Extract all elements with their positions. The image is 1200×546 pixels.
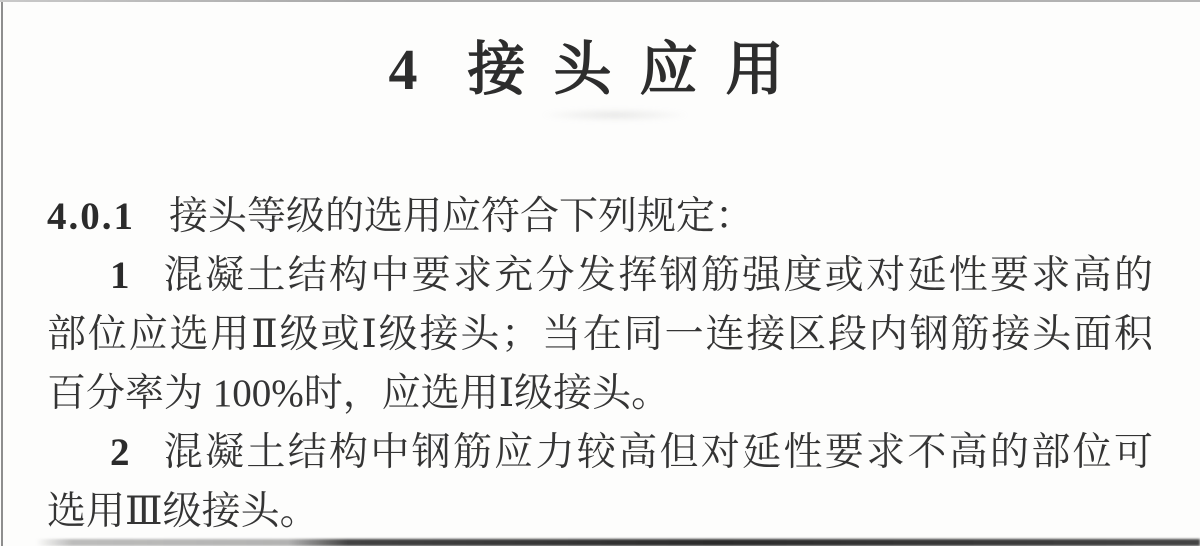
chapter-number: 4: [388, 37, 418, 102]
chapter-name: 接头应用: [467, 37, 812, 102]
item-1-text-end: 百分率为 100%时，应选用Ⅰ级接头。: [47, 372, 671, 415]
item-1-line-1: [47, 246, 1153, 305]
scan-top-edge-line: [0, 0, 1200, 2]
clause-4-0-1-line: [47, 187, 1153, 246]
item-2-text: 混凝土结构中钢筋应力较高但对延性要求不高的部位可: [161, 431, 1153, 474]
item-1-text-cont: 部位应选用Ⅱ级或Ⅰ级接头；当在同一连接区段内钢筋接头面积: [47, 313, 1153, 356]
item-2-line-1: [47, 423, 1153, 482]
document-body: [47, 187, 1153, 541]
item-2-text-end: 选用Ⅲ级接头。: [47, 490, 319, 533]
clause-number: 4.0.1: [47, 195, 135, 238]
scan-smudge: [540, 108, 690, 122]
clause-text: 接头等级的选用应符合下列规定：: [169, 195, 755, 238]
item-2-number: 2: [110, 431, 130, 474]
item-2-line-2: [47, 482, 1153, 541]
item-1-line-3: [47, 364, 1153, 423]
chapter-title: [0, 34, 1200, 106]
item-1-number: 1: [110, 254, 130, 297]
item-1-text: 混凝土结构中要求充分发挥钢筋强度或对延性要求高的: [161, 254, 1153, 297]
item-1-line-2: [47, 305, 1153, 364]
